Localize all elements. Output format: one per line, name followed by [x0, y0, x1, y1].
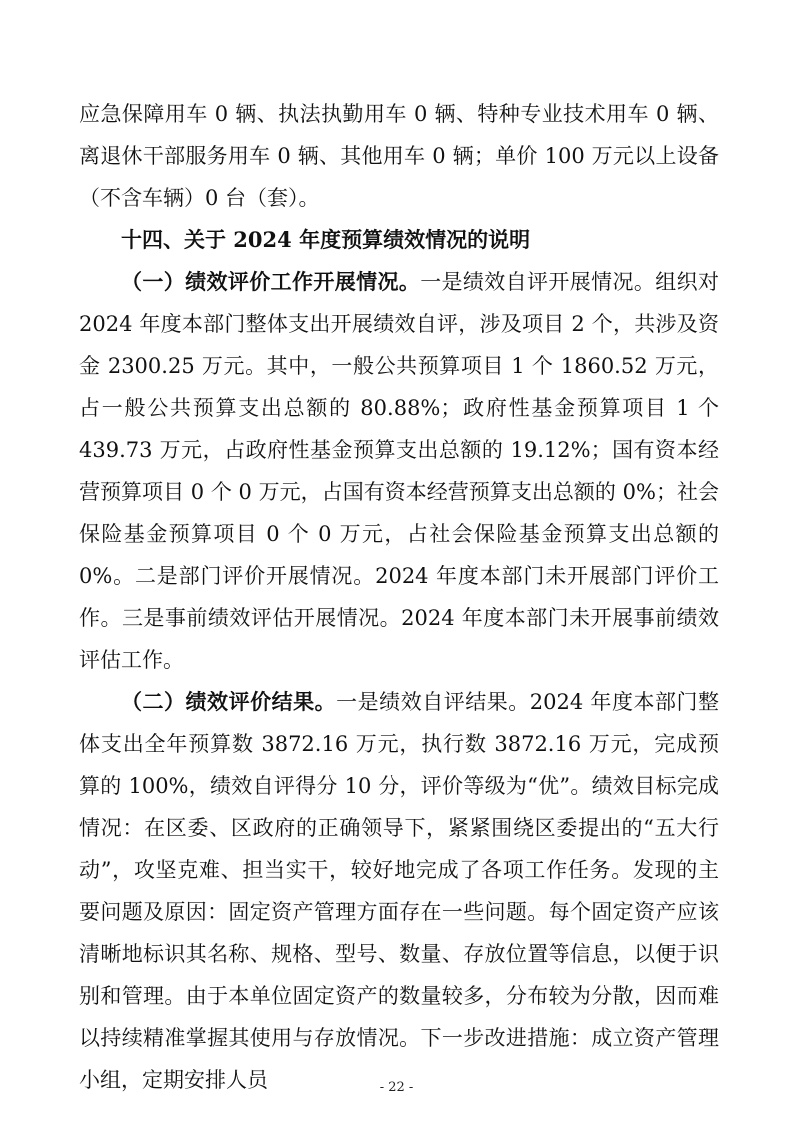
paragraph-body: 一是绩效自评结果。2024 年度本部门整体支出全年预算数 3872.16 万元，执行数 3872.16 万元，完成预算的 100%，绩效自评得分 10 分，评价等级为“优”。绩效目标完成情况：在区委、区政府的正确领导下，紧紧围绕区委提出的“五大行动”，攻坚克难、担当实干，较好地完成了各项工作任务。发现的主要问题及原因：固定资产管理方面存在一些问题。每个固定资产应该清晰地标识其名称、规格、型号、数量、存放位置等信息，以便于识别和管理。由于本单位固定资产的数量较多，分布较为分散，因而难以持续精准掌握其使用与存放情况。下一步改进措施：成立资产管理小组，定期安排人员	[79, 690, 719, 1092]
page-number: - 22 -	[379, 1080, 414, 1095]
paragraph-evaluation-work	[79, 261, 719, 681]
paragraph-lead: （一）绩效评价工作开展情况。	[121, 269, 421, 294]
paragraph-body: 一是绩效自评开展情况。组织对 2024 年度本部门整体支出开展绩效自评，涉及项目 2 个，共涉及资金 2300.25 万元。其中，一般公共预算项目 1 个 1860.52 万元，占一般公共预算支出总额的 80.88%；政府性基金预算项目 1 个 439.73 万元，占政府性基金预算支出总额的 19.12%；国有资本经营预算项目 0 个 0 万元，占国有资本经营预算支出总额的 0%；社会保险基金预算项目 0 个 0 万元，占社会保险基金预算支出总额的 0%。二是部门评价开展情况。2024 年度本部门未开展部门评价工作。三是事前绩效评估开展情况。2024 年度本部门未开展事前绩效评估工作。	[79, 270, 720, 672]
paragraph-evaluation-results	[79, 681, 719, 1101]
body-text	[79, 93, 719, 1101]
section-heading: 十四、关于 2024 年度预算绩效情况的说明	[121, 227, 531, 252]
paragraph-lead: （二）绩效评价结果。	[121, 689, 337, 714]
paragraph-vehicles: 应急保障用车 0 辆、执法执勤用车 0 辆、特种专业技术用车 0 辆、离退休干部服务用车 0 辆、其他用车 0 辆；单价 100 万元以上设备（不含车辆）0 台（套）。	[79, 102, 719, 210]
